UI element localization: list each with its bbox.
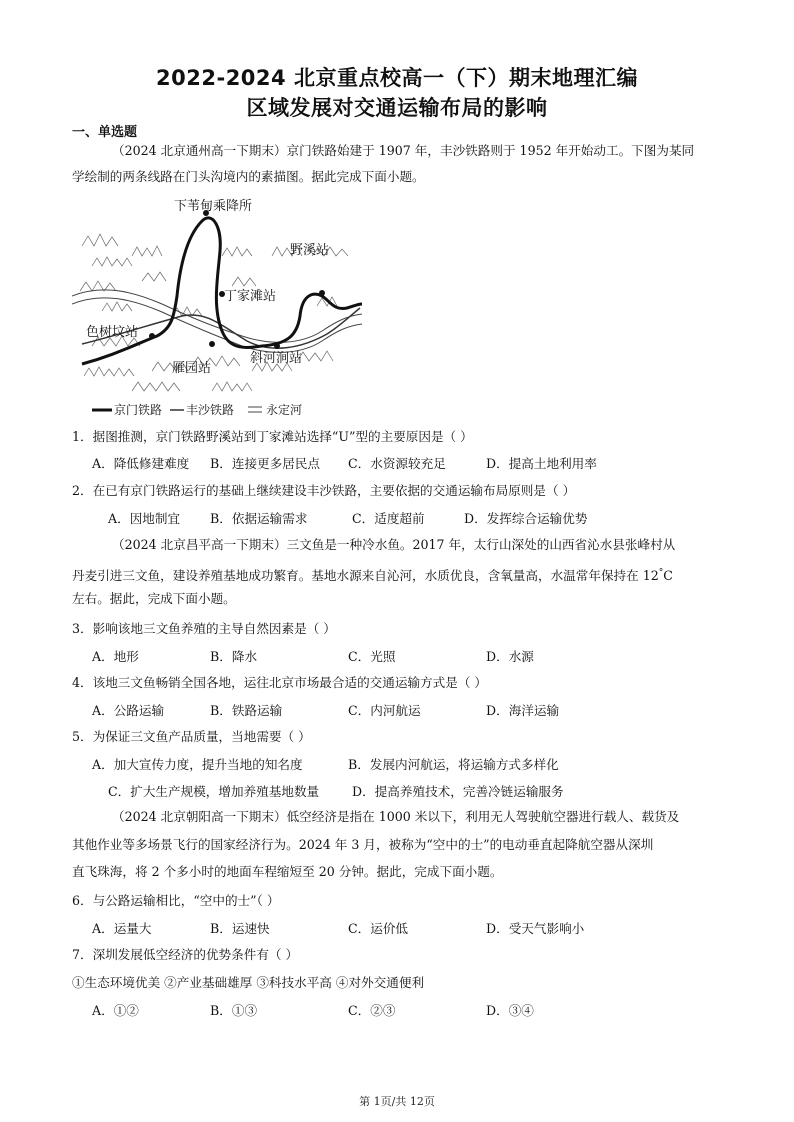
legend-jingmen: 京门铁路 — [114, 403, 163, 417]
q6-option-c: C．运价低 — [348, 921, 409, 936]
intro3-line3: 直飞珠海，将 2 个多小时的地面车程缩短至 20 分钟。据此，完成下面小题。 — [72, 864, 503, 879]
q1-option-c: C．水资源较充足 — [348, 456, 446, 471]
intro2-line3: 左右。据此，完成下面小题。 — [72, 591, 236, 606]
q4-option-b: B．铁路运输 — [210, 703, 283, 718]
q1-option-a: A．降低修建难度 — [92, 456, 190, 471]
q1-option-b: B．连接更多居民点 — [210, 456, 321, 471]
intro2-line1: （2024 北京昌平高一下期末）三文鱼是一种冷水鱼。2017 年，太行山深处的山西省沁水县张峰村从 — [112, 537, 676, 552]
q3-option-b: B．降水 — [210, 649, 258, 664]
q1-option-d: D．提高土地利用率 — [486, 456, 597, 471]
q4-option-a: A．公路运输 — [92, 703, 165, 718]
intro3-line1: （2024 北京朝阳高一下期末）低空经济是指在 1000 米以下，利用无人驾驶航空器进行载人、载货及 — [112, 809, 680, 824]
q6-option-d: D．受天气影响小 — [486, 921, 585, 936]
section-heading: 一、单选题 — [72, 125, 138, 140]
station-dot-yexi — [319, 290, 325, 296]
q7-option-a: A．①② — [92, 1003, 139, 1018]
q2-option-a: A．因地制宜 — [108, 511, 181, 526]
page-footer: 第 1页/共 12页 — [359, 1095, 435, 1108]
legend-fengsha: 丰沙铁路 — [186, 403, 235, 417]
intro3-line2: 其他作业等多场景飞行的国家经济行为。2024 年 3 月，被称为“空中的士”的电动垂直起降航空器从深圳 — [72, 837, 654, 852]
degree-symbol: ° — [658, 568, 664, 578]
q4-option-d: D．海洋运输 — [486, 703, 560, 718]
question-2-stem: 2．在已有京门铁路运行的基础上继续建设丰沙铁路，主要依据的交通运输布局原则是（ ） — [72, 483, 576, 498]
station-label-yexi: 野溪站 — [290, 243, 330, 258]
q2-option-c: C．适度超前 — [352, 511, 425, 526]
document-title-line2: 区域发展对交通运输布局的影响 — [246, 96, 548, 120]
legend-yongding: 永定河 — [266, 403, 303, 417]
question-6-stem: 6．与公路运输相比，“空中的士”（ ） — [72, 893, 280, 908]
q2-option-b: B．依据运输需求 — [210, 511, 308, 526]
intro2-line2 — [72, 564, 673, 585]
q3-option-c: C．光照 — [348, 649, 396, 664]
q3-option-d: D．水源 — [486, 649, 534, 664]
q2-option-d: D．发挥综合运输优势 — [464, 511, 588, 526]
question-4-stem: 4．该地三文鱼畅销全国各地，运往北京市场最合适的交通运输方式是（ ） — [72, 675, 488, 690]
q5-option-b: B．发展内河航运，将运输方式多样化 — [348, 757, 559, 772]
q7-option-b: B．①③ — [210, 1003, 258, 1018]
station-dot-zhiyuan — [209, 341, 215, 347]
q7-option-c: C．②③ — [348, 1003, 396, 1018]
q7-statement-items: ①生态环境优美 ②产业基础雄厚 ③科技水平高 ④对外交通便利 — [72, 975, 425, 990]
question-5-stem: 5．为保证三文鱼产品质量，当地需要（ ） — [72, 729, 311, 744]
railway-sketch-map — [72, 196, 362, 420]
map-legend — [92, 402, 302, 417]
q5-option-c: C．扩大生产规模，增加养殖基地数量 — [108, 784, 320, 799]
q6-option-a: A．运量大 — [92, 921, 152, 936]
station-label-sefu: 色树坟站 — [86, 325, 139, 340]
q5-option-d: D．提高养殖技术，完善冷链运输服务 — [352, 784, 564, 799]
q3-option-a: A．地形 — [92, 649, 139, 664]
q6-option-b: B．运速快 — [210, 921, 270, 936]
intro2-line2-unit: C — [663, 568, 673, 584]
q5-option-a: A．加大宣传力度，提升当地的知名度 — [92, 757, 303, 772]
question-3-stem: 3．影响该地三文鱼养殖的主导自然因素是（ ） — [72, 621, 336, 636]
station-dot-xiaheliang — [274, 343, 280, 349]
station-dot-sefu — [149, 333, 155, 339]
intro2-line2-text: 丹麦引进三文鱼，建设养殖基地成功繁育。基地水源来自沁河，水质优良，含氧量高，水温常年保持在 12 — [72, 568, 659, 584]
q7-option-d: D．③④ — [486, 1003, 534, 1018]
station-label-dingjiatan: 丁家滩站 — [224, 289, 277, 304]
intro1-line1: （2024 北京通州高一下期末）京门铁路始建于 1907 年，丰沙铁路则于 1952 年开始动工。下图为某同 — [112, 143, 695, 158]
question-7-stem: 7．深圳发展低空经济的优势条件有（ ） — [72, 947, 299, 962]
question-1-stem: 1．据图推测，京门铁路野溪站到丁家滩站选择“U”型的主要原因是（ ） — [72, 429, 473, 444]
station-label-zhiyuan: 雁园站 — [172, 361, 212, 376]
station-label-xiaheliang: 斜河涧站 — [250, 351, 303, 366]
intro1-line2: 学绘制的两条线路在门头沟境内的素描图。据此完成下面小题。 — [72, 169, 425, 184]
document-title-line1: 2022-2024 北京重点校高一（下）期末地理汇编 — [156, 66, 638, 90]
q4-option-c: C．内河航运 — [348, 703, 421, 718]
station-label-xiaweidian: 下苇甸乘降所 — [174, 199, 253, 214]
